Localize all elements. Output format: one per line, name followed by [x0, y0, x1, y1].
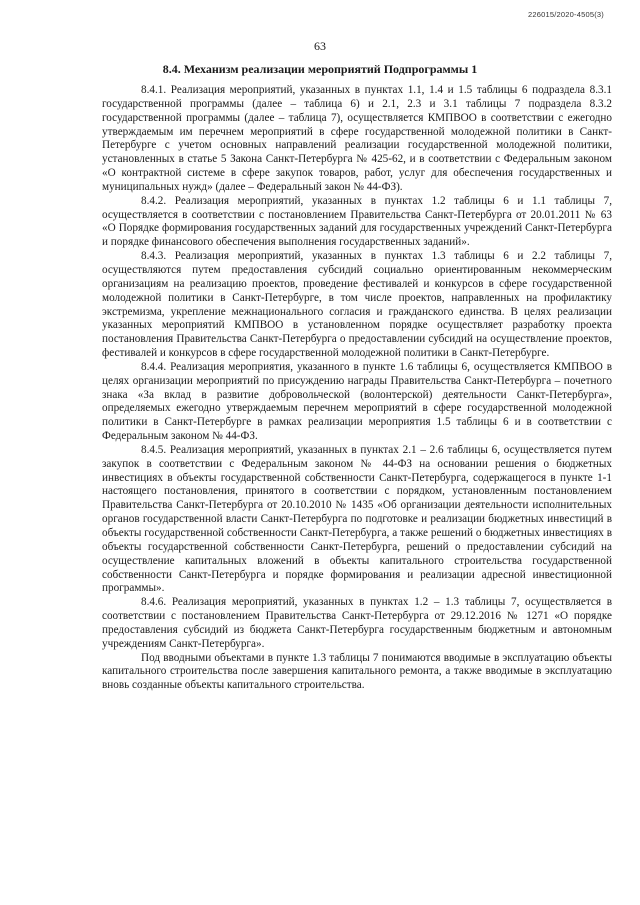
document-id: 226015/2020-4505(3): [528, 10, 604, 19]
section-title: 8.4. Механизм реализации мероприятий Подпрограммы 1: [162, 62, 478, 76]
page-number: 63: [314, 39, 326, 53]
paragraph-8-4-4: 8.4.4. Реализация мероприятия, указанного в пункте 1.6 таблицы 6, осуществляется КМПВОО в целях организации мероприятий по присуждению награды Правительства Санкт-Петербурга – почетного знака «За вклад в развитие добровольческой (волонтерской) деятельности Санкт-Петербурга», определяемых ежегодно утверждаемым перечнем мероприятий в сфере государственной молодежной политики в Санкт-Петербурге в рамках реализации мероприятия 1.5 таблицы 6 и в соответствии с Федеральным законом № 44-ФЗ.: [102, 360, 612, 443]
document-body: [102, 84, 612, 693]
paragraph-8-4-5: 8.4.5. Реализация мероприятий, указанных в пунктах 2.1 – 2.6 таблицы 6, осуществляется путем закупок в соответствии с Федеральным законом № 44-ФЗ на основании решения о бюджетных инвестициях в объекты государственной собственности Санкт-Петербурга, содержащегося в пункте 1-1 настоящего постановления, принятого в соответствии с порядком, установленным постановлением Правительства Санкт-Петербурга от 20.10.2010 № 1435 «Об организации деятельности исполнительных органов государственной власти Санкт-Петербурга по подготовке и реализации бюджетных инвестиций в объекты государственной собственности Санкт-Петербурга, а также решений о бюджетных инвестициях в объекты государственной собственности Санкт-Петербурга, решений о предоставлении субсидий на осуществление капитальных вложений в объекты капитального строительства государственной собственности Санкт-Петербурга и порядке формирования и реализации адресной инвестиционной программы».: [102, 443, 612, 595]
paragraph-input-objects: Под вводными объектами в пункте 1.3 таблицы 7 понимаются вводимые в эксплуатацию объекты капитального строительства после завершения капитального ремонта, а также вводимые в эксплуатацию вновь созданные объекты капитального строительства.: [102, 651, 612, 692]
paragraph-8-4-3: 8.4.3. Реализация мероприятий, указанных в пунктах 1.3 таблицы 6 и 2.2 таблицы 7, осуществляются путем предоставления субсидий социально ориентированным некоммерческим организациям на реализацию проектов, проведение фестивалей и конкурсов в сфере государственной молодежной политики в Санкт-Петербурге, в том числе проектов, направленных на профилактику экстремизма, укрепление межнационального согласия и гражданского единства. В целях реализации указанных мероприятий КМПВОО в установленном порядке осуществляет разработку проекта постановления Правительства Санкт-Петербурга о предоставлении субсидий на осуществление проектов, фестивалей и конкурсов в сфере государственной молодежной политики в Санкт-Петербурге.: [102, 250, 612, 360]
paragraph-8-4-2: 8.4.2. Реализация мероприятий, указанных в пунктах 1.2 таблицы 6 и 1.1 таблицы 7, осуществляется в соответствии с постановлением Правительства Санкт-Петербурга от 20.01.2011 № 63 «О Порядке формирования государственных заданий для государственных учреждений Санкт-Петербурга и порядке финансового обеспечения выполнения государственных заданий».: [102, 194, 612, 249]
paragraph-8-4-6: 8.4.6. Реализация мероприятий, указанных в пунктах 1.2 – 1.3 таблицы 7, осуществляется в соответствии с постановлением Правительства Санкт-Петербурга от 29.12.2016 № 1271 «О порядке предоставления субсидий из бюджета Санкт-Петербурга государственным бюджетным и автономным учреждениям Санкт-Петербурга».: [102, 596, 612, 650]
paragraph-8-4-1: 8.4.1. Реализация мероприятий, указанных в пунктах 1.1, 1.4 и 1.5 таблицы 6 подраздела 8.3.1 государственной программы (далее – таблица 6) и 2.1, 2.3 и 3.1 таблицы 7 подраздела 8.3.2 государственной программы (далее – таблица 7), осуществляется КМПВОО в соответствии с ежегодно утверждаемым им перечнем мероприятий в сфере государственной молодежной политики в Санкт-Петербурге с учетом основных направлений реализации государственной молодежной политики, установленных в статье 5 Закона Санкт-Петербурга № 425-62, и в соответствии с Федеральным законом «О контрактной системе в сфере закупок товаров, работ, услуг для обеспечения государственных и муниципальных нужд» (далее – Федеральный закон № 44-ФЗ).: [102, 84, 612, 193]
